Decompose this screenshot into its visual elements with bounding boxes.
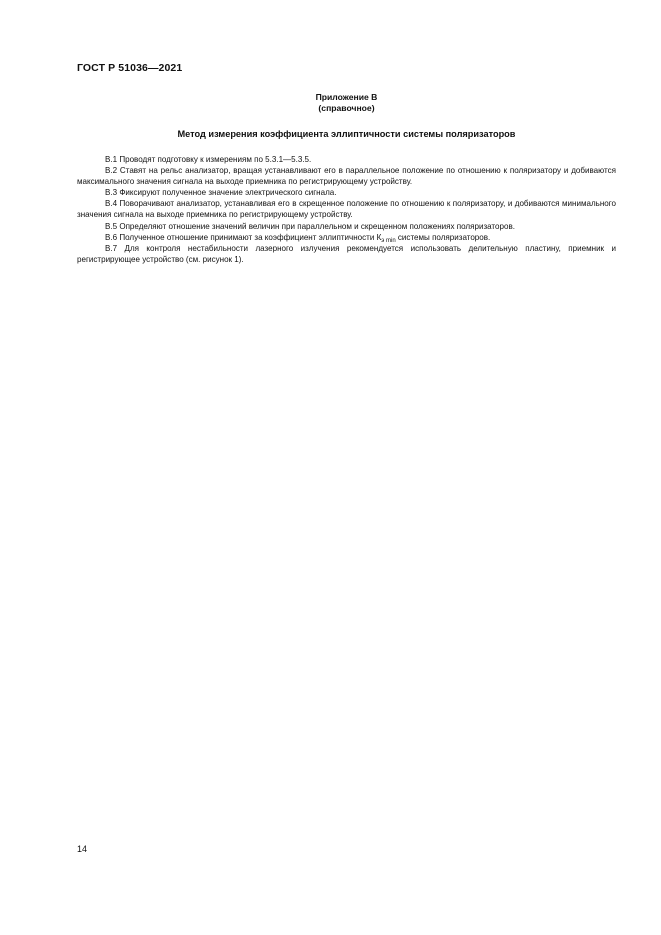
- section-heading: Метод измерения коэффициента эллиптичности системы поляризаторов: [177, 129, 516, 139]
- document-body: [77, 154, 616, 265]
- paragraph-b6-text-after: системы поляризаторов.: [395, 232, 491, 242]
- appendix-title-block: [77, 92, 616, 114]
- paragraph-b3: В.3 Фиксируют полученное значение электрического сигнала.: [105, 188, 337, 198]
- appendix-status: (справочное): [318, 103, 375, 113]
- page-number: 14: [77, 844, 88, 854]
- paragraph-b4: В.4 Поворачивают анализатор, устанавливая его в скрещенное положение по отношению к поляризатору, и добиваются минимального значения сигнала на выходе приемника по регистрирующему устройству.: [77, 199, 616, 220]
- paragraph-b1: В.1 Проводят подготовку к измерениям по 5.3.1—5.3.5.: [105, 155, 312, 164]
- ellipticity-subscript: э min: [381, 237, 396, 244]
- paragraph-b2: В.2 Ставят на рельс анализатор, вращая устанавливают его в параллельное положение по отношению к поляризатору и добиваются максимального значения сигнала на выходе приемника по регистрирующему устройству.: [77, 166, 616, 187]
- paragraph-b6-text-before: В.6 Полученное отношение принимают за коэффициент эллиптичности К: [105, 232, 382, 242]
- paragraph-b5: В.5 Определяют отношение значений величин при параллельном и скрещенном положениях поляризаторов.: [105, 221, 515, 231]
- paragraph-b6: [77, 232, 616, 243]
- paragraph-b7: В.7 Для контроля нестабильности лазерного излучения рекомендуется использовать делительную пластину, приемник и регистрирующее устройство (см. рисунок 1).: [77, 243, 616, 264]
- appendix-title: Приложение В: [315, 92, 378, 102]
- standard-code: ГОСТ Р 51036—2021: [77, 62, 183, 74]
